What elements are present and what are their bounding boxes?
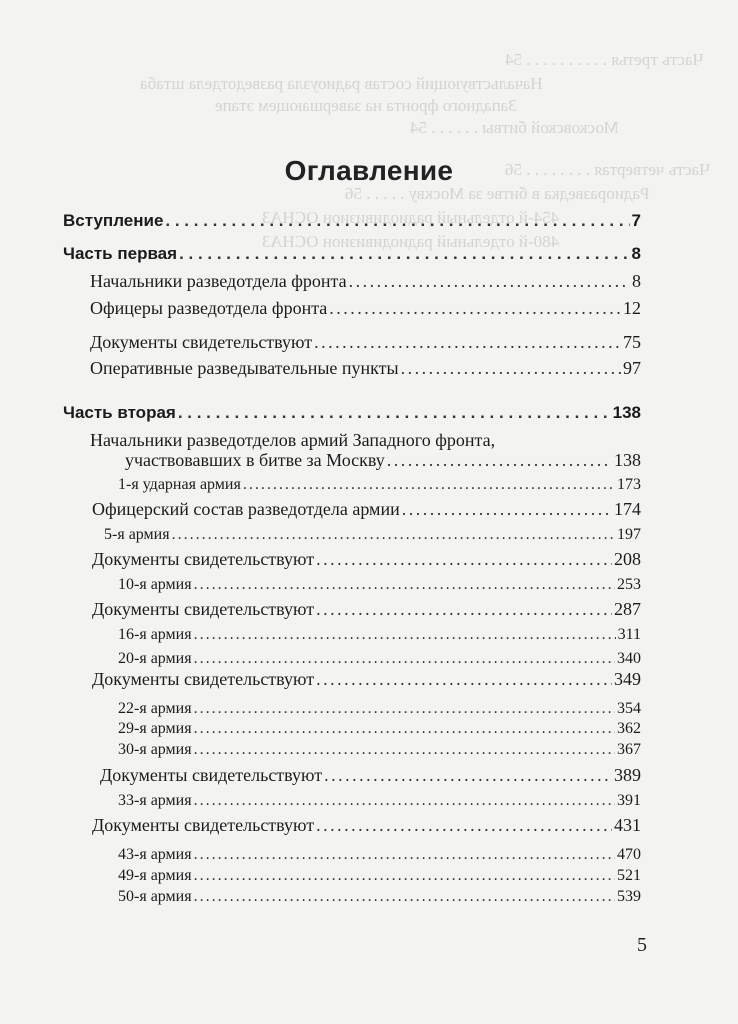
dot-leader [324, 764, 612, 786]
toc-entry-page: 138 [614, 450, 641, 470]
toc-entry-label-line1: Начальники разведотделов армий Западного фронта, [90, 430, 496, 450]
dot-leader [194, 790, 615, 812]
toc-entry-label: Часть первая [63, 244, 178, 263]
toc-entry-page: 8 [631, 244, 641, 263]
dot-leader [329, 297, 621, 319]
toc-entry-page: 391 [617, 792, 641, 809]
toc-entry-label: Документы свидетельствуют [100, 765, 323, 785]
toc-entry-label: 16-я армия [118, 626, 192, 643]
toc-entry [118, 790, 641, 812]
page-number: 5 [637, 934, 647, 956]
toc-entry [118, 574, 641, 596]
toc-entry-label: Вступление [63, 211, 164, 230]
toc-entry [92, 598, 641, 620]
toc-entry-page: 539 [617, 888, 641, 905]
toc-entry [118, 698, 641, 720]
toc-entry-page: 354 [617, 700, 641, 717]
dot-leader [179, 243, 629, 265]
toc-entry-part-two [63, 402, 641, 424]
toc-entry-page: 97 [623, 358, 641, 378]
dot-leader [316, 668, 612, 690]
toc-entry-label: Документы свидетельствуют [92, 669, 315, 689]
toc-entry-page: 174 [614, 499, 641, 519]
dot-leader [194, 844, 615, 866]
toc-entry [92, 668, 641, 690]
toc-entry-label: 49-я армия [118, 867, 192, 884]
bleed-through-text: Радиоразведка в битве за Москву . . . . . 56 [345, 184, 650, 203]
dot-leader [194, 624, 616, 646]
toc-entry-intro [63, 210, 641, 232]
dot-leader [194, 865, 615, 887]
dot-leader [172, 524, 615, 546]
toc-entry [125, 449, 641, 471]
toc-entry-part-one [63, 243, 641, 265]
toc-entry-page: 349 [614, 669, 641, 689]
toc-entry-page: 197 [617, 526, 641, 543]
toc-entry-label: Оперативные разведывательные пункты [90, 358, 399, 378]
toc-entry [90, 297, 641, 319]
bleed-through-text: 480-й отдельный радиодивизион ОСНАЗ [262, 232, 560, 251]
toc-entry-page: 7 [631, 211, 641, 230]
page-title: Оглавление [284, 154, 454, 186]
toc-entry-label: 30-я армия [118, 741, 192, 758]
toc-entry-page: 75 [623, 332, 641, 352]
toc-entry-page: 367 [617, 741, 641, 758]
dot-leader [402, 498, 612, 520]
toc-entry [118, 844, 641, 866]
bleed-through-text: Часть третья . . . . . . . . . . 54 [505, 50, 704, 69]
toc-entry-label: 20-я армия [118, 650, 192, 667]
toc-entry-page: 12 [623, 298, 641, 318]
toc-entry-label: Документы свидетельствуют [92, 599, 315, 619]
toc-entry [90, 357, 641, 379]
toc-entry-label: 33-я армия [118, 792, 192, 809]
toc-entry-label: Начальники разведотдела фронта [90, 271, 347, 291]
dot-leader [316, 548, 612, 570]
toc-entry-label: 1-я ударная армия [118, 476, 241, 493]
toc-entry-label: Документы свидетельствуют [92, 815, 315, 835]
toc-entry-page: 173 [617, 476, 641, 493]
toc-entry-label: Документы свидетельствуют [92, 549, 315, 569]
toc-entry [118, 648, 641, 670]
toc-entry [90, 270, 641, 292]
bleed-through-text: Начальствующий состав радиоузла разведотдела штаба [140, 74, 543, 93]
dot-leader [194, 574, 615, 596]
dot-leader [316, 598, 612, 620]
dot-leader [314, 331, 621, 353]
dot-leader [194, 739, 615, 761]
toc-entry [104, 524, 641, 546]
toc-entry [118, 886, 641, 908]
toc-entry-page: 362 [617, 720, 641, 737]
toc-entry [90, 331, 641, 353]
toc-entry-page: 287 [614, 599, 641, 619]
dot-leader [165, 210, 629, 232]
toc-entry-label: 22-я армия [118, 700, 192, 717]
toc-entry [118, 624, 641, 646]
dot-leader [194, 698, 615, 720]
toc-entry-page: 8 [632, 271, 641, 291]
dot-leader [387, 449, 612, 471]
toc-entry-page: 470 [617, 846, 641, 863]
toc-entry-page: 208 [614, 549, 641, 569]
bleed-through-text: 454-й отдельный радиодивизион ОСНАЗ [262, 208, 560, 227]
toc-entry-page: 389 [614, 765, 641, 785]
toc-entry-page: 311 [617, 626, 641, 643]
toc-entry-label: Офицеры разведотдела фронта [90, 298, 328, 318]
dot-leader [194, 886, 615, 908]
toc-entry [100, 764, 641, 786]
dot-leader [243, 474, 615, 496]
toc-entry [118, 474, 641, 496]
dot-leader [316, 814, 612, 836]
toc-entry-page: 521 [617, 867, 641, 884]
toc-entry-page: 340 [617, 650, 641, 667]
toc-entry-label: Часть вторая [63, 403, 176, 422]
toc-entry-label: 50-я армия [118, 888, 192, 905]
toc-entry [118, 718, 641, 740]
dot-leader [194, 648, 615, 670]
toc-entry-label: 43-я армия [118, 846, 192, 863]
bleed-through-text: Западного фронта на завершающем этапе [215, 96, 517, 115]
toc-entry [92, 814, 641, 836]
toc-entry-label: 29-я армия [118, 720, 192, 737]
toc-entry [118, 865, 641, 887]
dot-leader [194, 718, 615, 740]
toc-entry [92, 498, 641, 520]
toc-entry-label: 10-я армия [118, 576, 192, 593]
toc-entry-page: 431 [614, 815, 641, 835]
dot-leader [349, 270, 630, 292]
dot-leader [178, 402, 611, 424]
toc-entry-label: Офицерский состав разведотдела армии [92, 499, 400, 519]
dot-leader [401, 357, 621, 379]
bleed-through-text: Часть четвертая . . . . . . . . 56 [505, 160, 711, 179]
toc-entry [92, 548, 641, 570]
toc-entry-page: 138 [612, 403, 641, 422]
toc-entry-label: Документы свидетельствуют [90, 332, 313, 352]
bleed-through-text: Московской битвы . . . . . . 54 [410, 118, 619, 137]
toc-entry-label: участвовавших в битве за Москву [125, 450, 385, 470]
toc-entry [118, 739, 641, 761]
toc-entry-label: 5-я армия [104, 526, 170, 543]
toc-entry-page: 253 [617, 576, 641, 593]
